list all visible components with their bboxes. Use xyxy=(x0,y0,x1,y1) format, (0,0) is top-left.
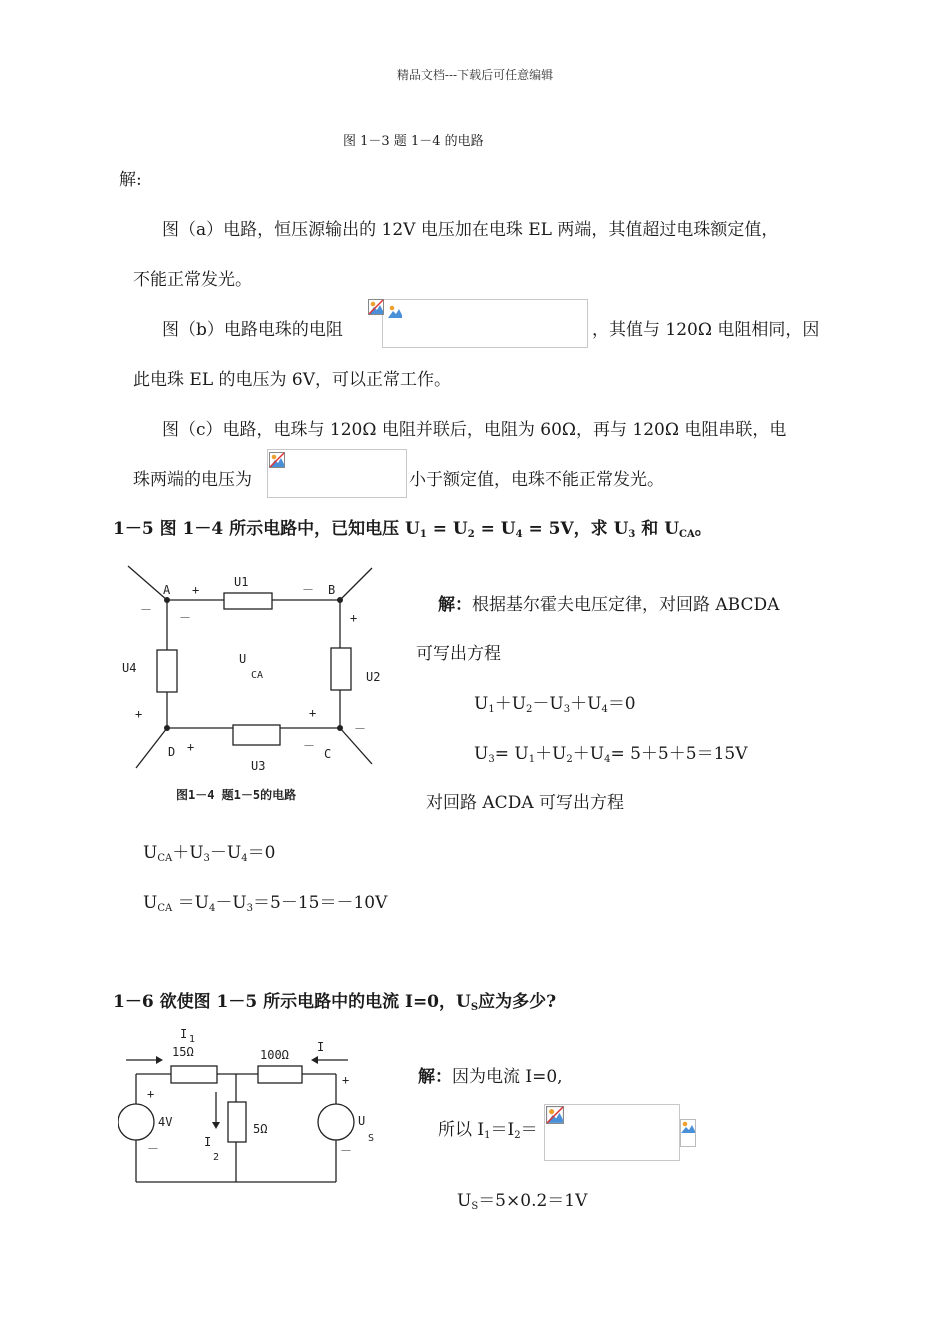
question-1-5: 1－5 图 1－4 所示电路中，已知电压 $U_1 = U_2 = U_4 = 5V$，求 $U_3$ 和 $U_{CA}$。 xyxy=(113,519,712,540)
polarity-minus: － xyxy=(340,1144,353,1158)
page-header: 精品文档---下载后可任意编辑 xyxy=(396,68,554,82)
label-i: I xyxy=(317,1040,325,1054)
solution-1-5-line1: 解：根据基尔霍夫电压定律，对回路 ABCDA xyxy=(438,595,780,615)
formula-image-placeholder xyxy=(267,449,407,498)
equation-us: $U_S=5\times 0.2=1V$ xyxy=(457,1191,588,1212)
polarity-minus: － xyxy=(354,722,367,736)
node-label-a: A xyxy=(163,583,171,597)
broken-image-icon xyxy=(680,1119,696,1147)
formula-image-placeholder xyxy=(544,1104,680,1161)
solution-1-5-line3: 对回路 ACDA 可写出方程 xyxy=(426,793,624,813)
circuit-figure-1-5 xyxy=(118,1022,388,1192)
polarity-plus: + xyxy=(135,707,143,721)
label-u4: U4 xyxy=(122,661,137,675)
paragraph-a-line2: 不能正常发光。 xyxy=(133,270,252,290)
label-u3: U3 xyxy=(251,759,266,773)
equation-u3: $U_3= U_1+U_2+U_4= 5+5+5=15V$ xyxy=(474,744,748,765)
paragraph-b-line1-post: ，其值与 120Ω 电阻相同，因 xyxy=(592,320,820,340)
label-i2-sub: 2 xyxy=(213,1152,220,1163)
question-1-6: 1－6 欲使图 1－5 所示电路中的电流 I=0，$U_S$应为多少? xyxy=(113,992,557,1013)
label-us: U xyxy=(358,1114,366,1128)
paragraph-b-line1-pre: 图（b）电路电珠的电阻 xyxy=(162,320,343,340)
polarity-minus: － xyxy=(140,603,153,617)
broken-image-icon xyxy=(368,299,384,315)
node-label-b: B xyxy=(328,583,336,597)
polarity-plus: + xyxy=(192,583,200,597)
polarity-minus: － xyxy=(179,611,192,625)
label-u2: U2 xyxy=(366,670,381,684)
paragraph-c-line1: 图（c）电路，电珠与 120Ω 电阻并联后，电阻为 60Ω，再与 120Ω 电阻串联，电 xyxy=(162,420,787,440)
paragraph-c-line2-post: 小于额定值，电珠不能正常发光。 xyxy=(409,470,664,490)
label-i2: I xyxy=(204,1135,212,1149)
label-uca-u: U xyxy=(239,652,247,666)
label-us-sub: S xyxy=(368,1133,375,1144)
node-label-c: C xyxy=(324,747,332,761)
label-5-ohm: 5Ω xyxy=(253,1122,268,1136)
label-i1: I xyxy=(180,1027,188,1041)
label-i1-sub: 1 xyxy=(189,1034,196,1045)
node-label-d: D xyxy=(168,745,176,759)
solution-label: 解: xyxy=(119,170,142,190)
polarity-minus: － xyxy=(302,583,315,597)
figure-caption-1-3: 图 1－3 题 1－4 的电路 xyxy=(343,134,484,149)
label-100-ohm: 100Ω xyxy=(260,1048,289,1062)
solution-1-6-line1: 解：因为电流 I=0, xyxy=(418,1067,563,1087)
label-uca-sub: CA xyxy=(251,670,264,681)
polarity-minus: － xyxy=(147,1142,160,1156)
label-4v: 4V xyxy=(158,1115,173,1129)
paragraph-a-line1: 图（a）电路，恒压源输出的 12V 电压加在电珠 EL 两端，其值超过电珠额定值， xyxy=(162,220,779,240)
equation-kvl-abcda: $U_1+U_2-U_3+U_4=0$ xyxy=(474,694,636,715)
label-u1: U1 xyxy=(234,575,249,589)
broken-image-icon xyxy=(387,303,403,319)
equation-uca: $U_{CA} =U_4-U_3=5-15=-10V$ xyxy=(143,893,388,914)
broken-image-icon xyxy=(546,1106,564,1124)
formula-image-placeholder xyxy=(382,299,588,348)
polarity-minus: － xyxy=(303,739,316,753)
polarity-plus: + xyxy=(342,1073,350,1087)
polarity-plus: + xyxy=(309,706,317,720)
solution-1-6-line2: 所以 $I_1=I_2=$ xyxy=(438,1120,538,1141)
paragraph-b-line2: 此电珠 EL 的电压为 6V，可以正常工作。 xyxy=(133,370,452,390)
equation-kvl-acda: $U_{CA}+U_3-U_4=0$ xyxy=(143,843,276,864)
figure-caption-1-4: 图1－4 题1－5的电路 xyxy=(176,788,297,802)
paragraph-c-line2-pre: 珠两端的电压为 xyxy=(133,470,252,490)
polarity-plus: + xyxy=(147,1087,155,1101)
circuit-figure-1-4 xyxy=(120,560,390,810)
polarity-plus: + xyxy=(187,740,195,754)
broken-image-icon xyxy=(269,452,285,468)
solution-1-5-line2: 可写出方程 xyxy=(416,644,501,664)
polarity-plus: + xyxy=(350,611,358,625)
label-15-ohm: 15Ω xyxy=(172,1045,194,1059)
